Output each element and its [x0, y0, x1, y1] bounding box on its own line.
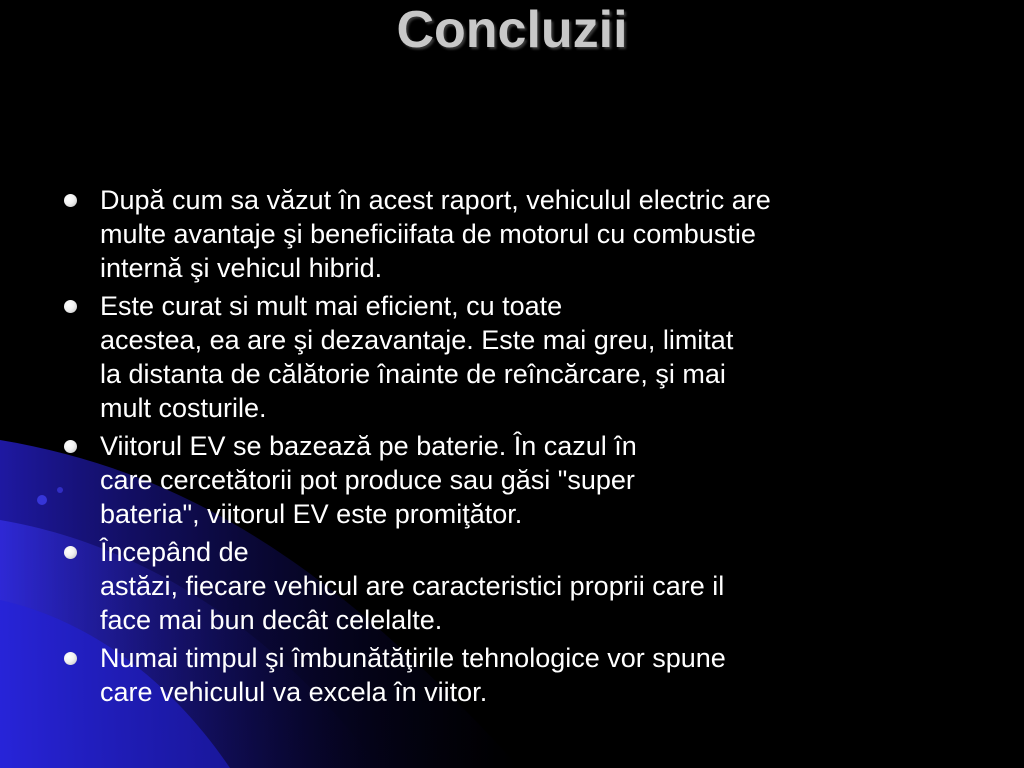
- slide-title: Concluzii: [396, 1, 628, 59]
- bullet-dot-icon: [64, 546, 77, 559]
- bullet-dot-icon: [64, 440, 77, 453]
- bullet-dot-icon: [64, 652, 77, 665]
- bullet-item: [62, 183, 962, 285]
- bullet-text: Începând de astăzi, fiecare vehicul are caracteristici proprii care il face mai bun decât celelalte.: [100, 537, 725, 635]
- bullet-text: Viitorul EV se bazează pe baterie. În cazul în care cercetătorii pot produce sau găsi "super bateria", viitorul EV este promiţător.: [100, 431, 637, 529]
- bullet-item: [62, 429, 962, 531]
- bullet-dot-icon: [64, 300, 77, 313]
- bullet-item: [62, 289, 962, 425]
- bullet-text: Numai timpul şi îmbunătăţirile tehnologice vor spune care vehiculul va excela în viitor.: [100, 643, 726, 707]
- bullet-item: [62, 641, 962, 709]
- bullet-list: [62, 183, 962, 713]
- bullet-text: După cum sa văzut în acest raport, vehiculul electric are multe avantaje şi beneficiifata de motorul cu combustie internă şi vehicul hibrid.: [100, 185, 771, 283]
- bullet-text: Este curat si mult mai eficient, cu toate acestea, ea are şi dezavantaje. Este mai greu, limitat la distanta de călătorie înainte de reîncărcare, şi mai mult costurile.: [100, 291, 734, 423]
- bullet-item: [62, 535, 962, 637]
- bullet-dot-icon: [64, 194, 77, 207]
